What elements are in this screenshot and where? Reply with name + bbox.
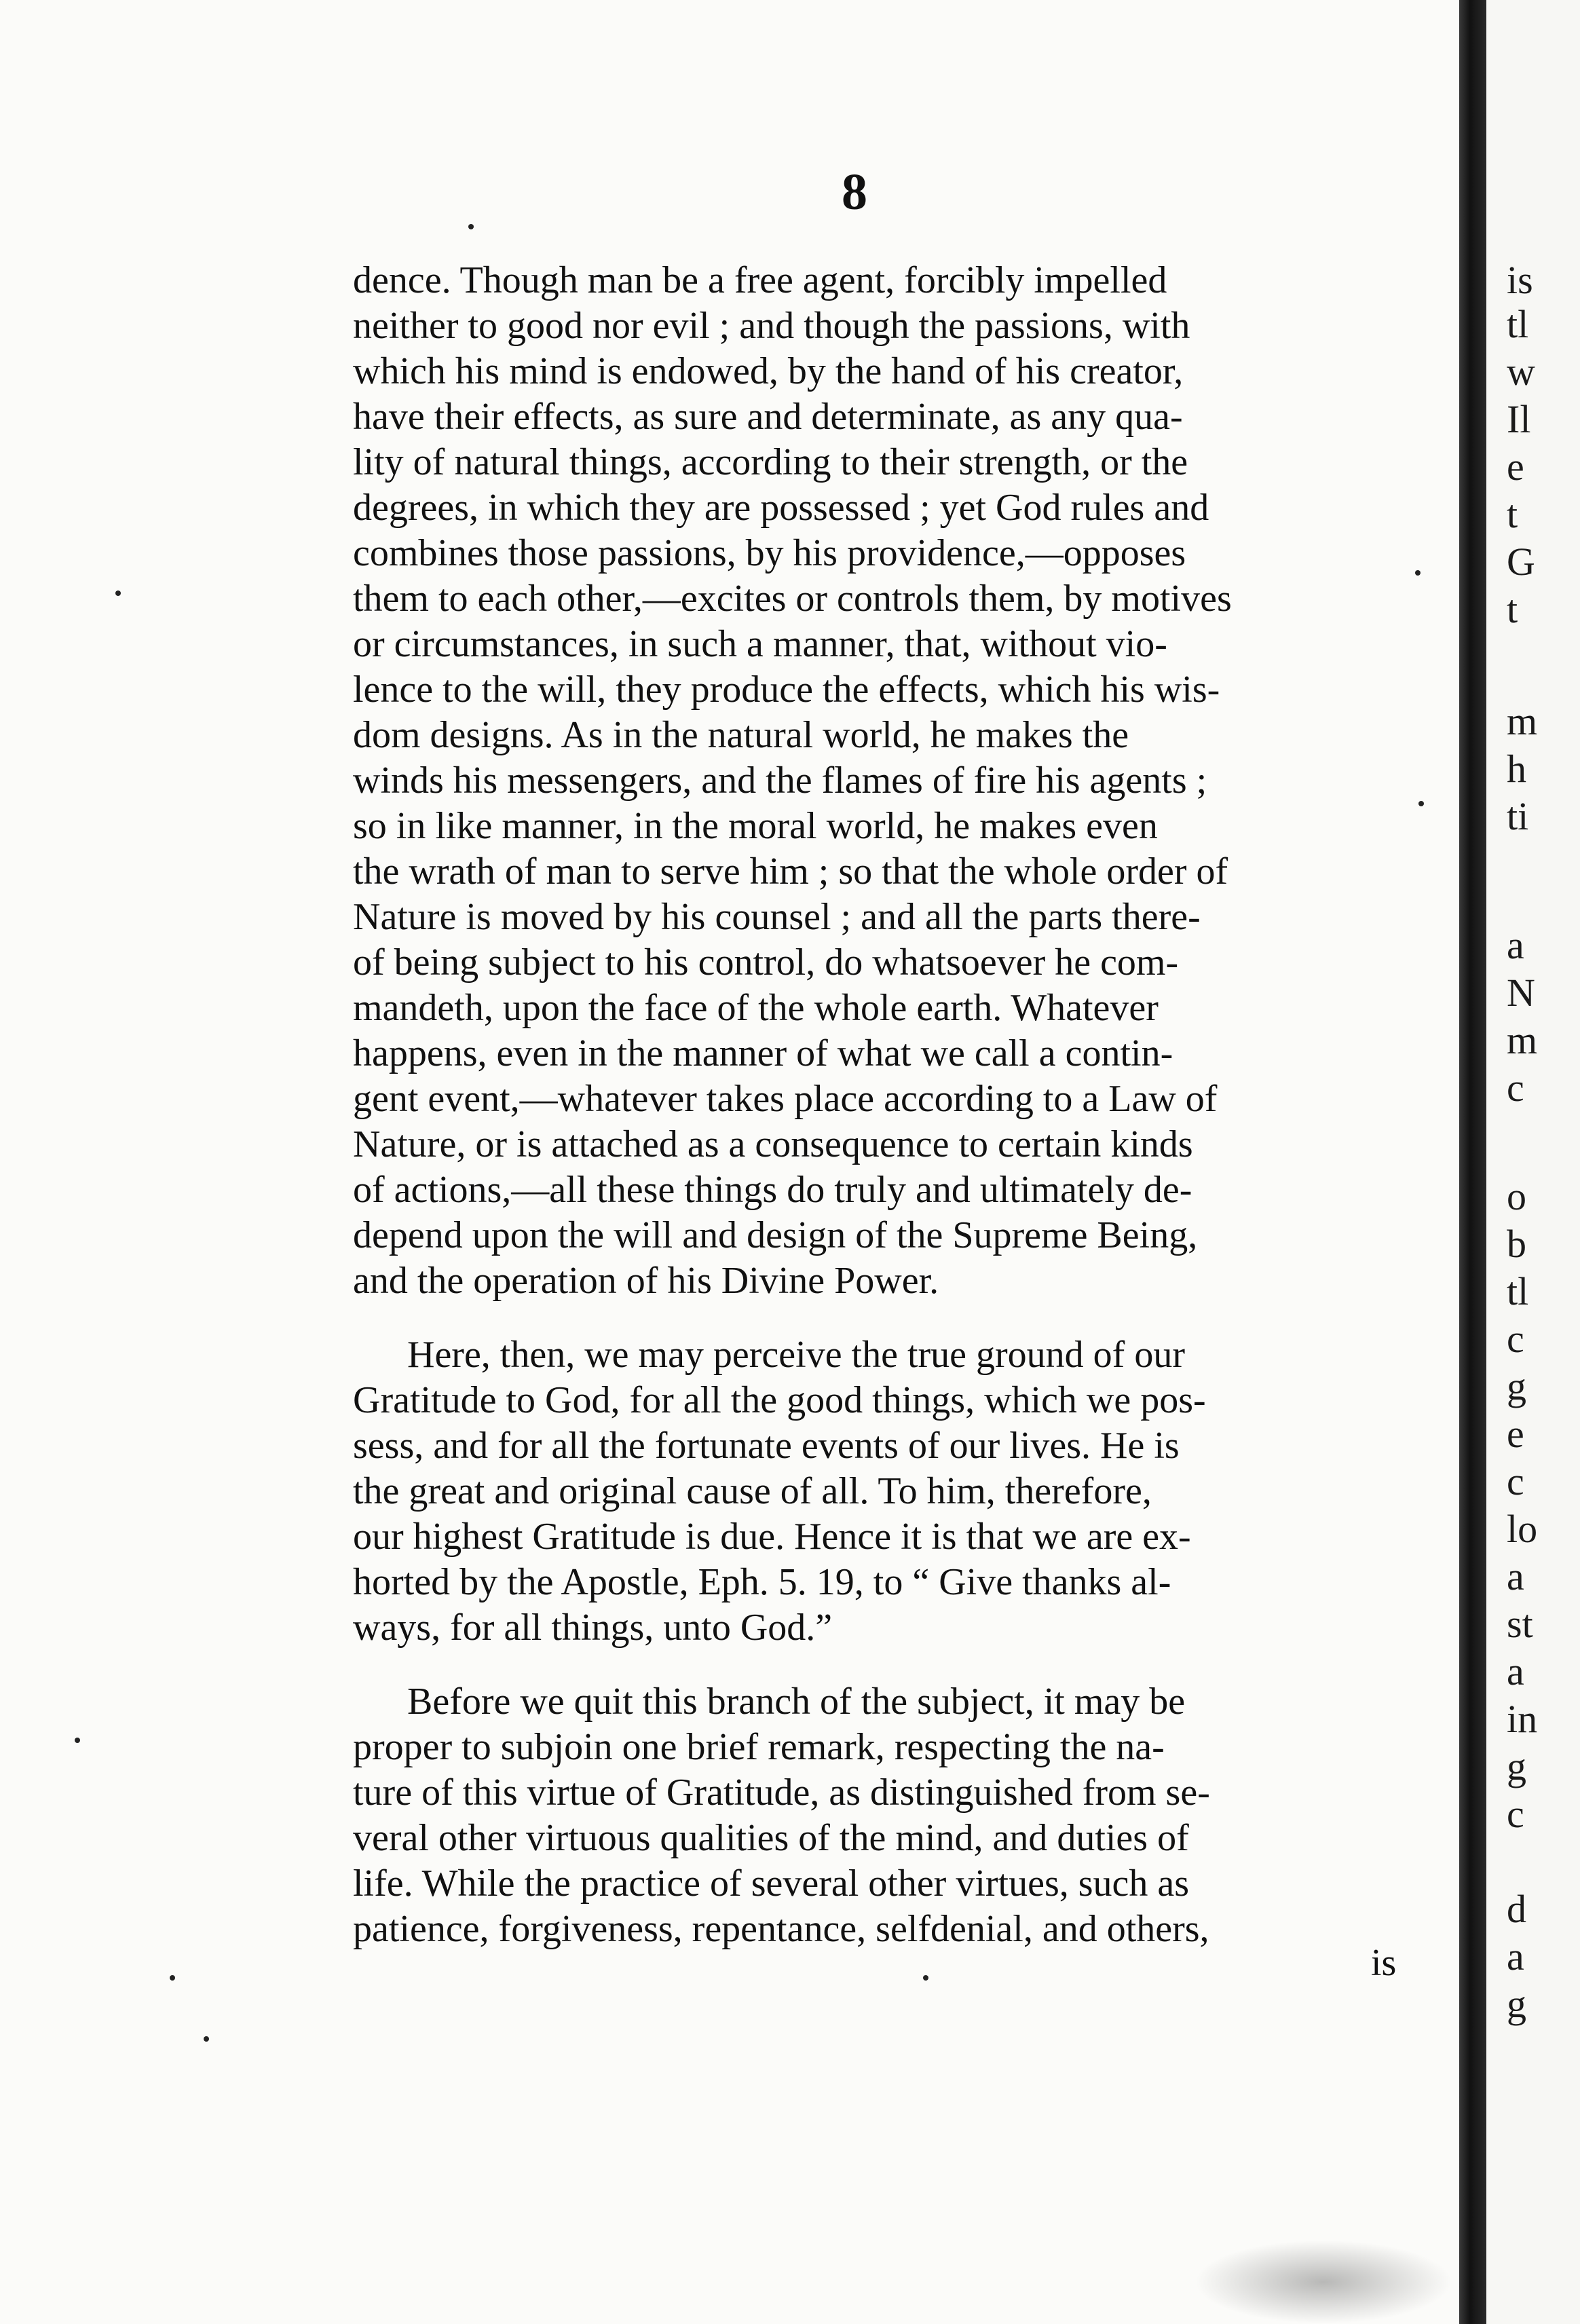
text-line: of being subject to his control, do whatsoever he com- [353, 941, 1179, 983]
facing-page-fragment: a [1507, 923, 1524, 967]
text-line: them to each other,—excites or controls them, by motives [353, 578, 1232, 620]
text-line: which his mind is endowed, by the hand of his creator, [353, 350, 1184, 392]
facing-page-fragment: ti [1507, 794, 1529, 838]
facing-page-fragment: m [1507, 699, 1538, 743]
facing-page-fragment: g [1507, 1364, 1526, 1408]
facing-page-fragment: t [1507, 492, 1518, 536]
text-line: veral other virtuous qualities of the mind, and duties of [353, 1817, 1189, 1859]
scan-smudge [1195, 2240, 1452, 2324]
facing-page-fragment: a [1507, 1649, 1524, 1693]
facing-page-fragment: b [1507, 1222, 1526, 1266]
facing-page-fragment: lo [1507, 1507, 1538, 1551]
text-line: lence to the will, they produce the effects, which his wis- [353, 669, 1220, 711]
text-line: ways, for all things, unto God.” [353, 1607, 833, 1649]
facing-page-fragment: is [1507, 258, 1533, 302]
text-line: or circumstances, in such a manner, that, without vio- [353, 623, 1167, 665]
text-line: our highest Gratitude is due. Hence it is that we are ex- [353, 1516, 1191, 1558]
facing-page-fragment: d [1507, 1887, 1526, 1931]
page-number: 8 [842, 164, 867, 221]
facing-page-fragment: tl [1507, 302, 1529, 346]
text-line: Nature, or is attached as a consequence to certain kinds [353, 1123, 1193, 1165]
facing-page-fragment: w [1507, 350, 1535, 394]
text-line: winds his messengers, and the flames of fire his agents ; [353, 760, 1207, 802]
facing-page-fragment: e [1507, 1412, 1524, 1456]
text-line: of actions,—all these things do truly and ultimately de- [353, 1169, 1192, 1211]
facing-page-fragment: N [1507, 971, 1535, 1015]
facing-page-fragment: in [1507, 1697, 1538, 1741]
text-line: have their effects, as sure and determinate, as any qua- [353, 396, 1183, 438]
text-line: the wrath of man to serve him ; so that the whole order of [353, 850, 1228, 893]
facing-page-fragment: c [1507, 1066, 1524, 1110]
text-line: life. While the practice of several other virtues, such as [353, 1862, 1190, 1905]
facing-page-fragment: G [1507, 540, 1535, 584]
facing-page-fragment: tl [1507, 1269, 1529, 1313]
facing-page-fragment: g [1507, 1982, 1526, 2026]
text-line: sess, and for all the fortunate events of our lives. He is [353, 1425, 1180, 1467]
facing-page-fragment: a [1507, 1934, 1524, 1979]
text-line: dom designs. As in the natural world, he makes the [353, 714, 1129, 756]
text-line: Nature is moved by his counsel ; and all the parts there- [353, 896, 1201, 938]
print-speck [204, 2036, 209, 2042]
text-line: proper to subjoin one brief remark, respecting the na- [353, 1726, 1165, 1768]
paragraph-gap [353, 1651, 1398, 1679]
text-line: the great and original cause of all. To him, therefore, [353, 1470, 1152, 1512]
text-line: combines those passions, by his providence,—opposes [353, 532, 1186, 574]
facing-page-fragment: h [1507, 747, 1526, 791]
print-speck [75, 1738, 80, 1743]
catchword: is [1371, 1942, 1397, 1984]
binding-gutter [1459, 0, 1486, 2324]
text-line: horted by the Apostle, Eph. 5. 19, to “ Give thanks al- [353, 1561, 1171, 1603]
facing-page-fragment: c [1507, 1459, 1524, 1503]
print-speck [115, 591, 121, 596]
text-line: dence. Though man be a free agent, forcibly impelled [353, 259, 1167, 301]
facing-page-fragment: t [1507, 587, 1518, 631]
paragraph-gap [353, 1304, 1398, 1332]
facing-page-fragment: o [1507, 1174, 1526, 1218]
text-line: Before we quit this branch of the subject, it may be [407, 1681, 1186, 1723]
print-speck [1418, 801, 1424, 806]
print-speck [468, 224, 474, 229]
text-line: gent event,—whatever takes place according to a Law of [353, 1078, 1218, 1120]
text-line: depend upon the will and design of the Supreme Being, [353, 1214, 1198, 1256]
text-line: neither to good nor evil ; and though the passions, with [353, 305, 1190, 347]
facing-page-fragment: c [1507, 1792, 1524, 1836]
facing-page-fragment: a [1507, 1554, 1524, 1598]
facing-page-fragment: c [1507, 1317, 1524, 1361]
text-line: happens, even in the manner of what we call a contin- [353, 1032, 1173, 1074]
text-line: degrees, in which they are possessed ; yet God rules and [353, 487, 1209, 529]
text-line: mandeth, upon the face of the whole earth. Whatever [353, 987, 1159, 1029]
facing-page-fragment: Il [1507, 397, 1531, 441]
print-speck [1415, 570, 1421, 576]
facing-page-fragment: e [1507, 445, 1524, 489]
text-line: Here, then, we may perceive the true ground of our [407, 1334, 1185, 1376]
body-text [353, 258, 1398, 1952]
text-line: so in like manner, in the moral world, he makes even [353, 805, 1158, 847]
facing-page-fragment: st [1507, 1602, 1533, 1646]
text-line: patience, forgiveness, repentance, selfdenial, and others, [353, 1908, 1209, 1950]
facing-page-fragment: m [1507, 1018, 1538, 1062]
text-line: and the operation of his Divine Power. [353, 1260, 939, 1302]
facing-page-edge [1486, 0, 1580, 2324]
text-line: lity of natural things, according to their strength, or the [353, 441, 1188, 483]
print-speck [170, 1975, 175, 1981]
text-line: ture of this virtue of Gratitude, as distinguished from se- [353, 1772, 1210, 1814]
facing-page-fragment: g [1507, 1744, 1526, 1788]
text-line: Gratitude to God, for all the good things, which we pos- [353, 1379, 1206, 1421]
print-speck [923, 1975, 928, 1981]
